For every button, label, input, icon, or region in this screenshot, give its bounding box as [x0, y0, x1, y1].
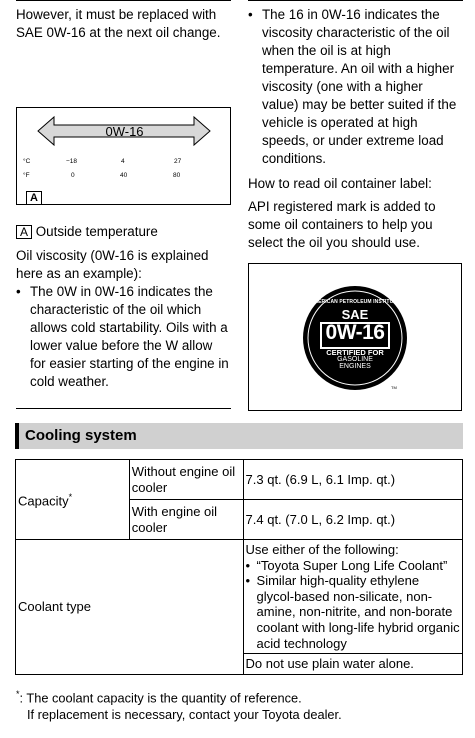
- api-text: API registered mark is added to some oil containers to help you select the oil you should use.: [248, 199, 436, 250]
- coolant-option-text: “Toyota Super Long Life Coolant”: [256, 557, 448, 573]
- label-heading: How to read oil container label:: [248, 176, 432, 191]
- section-header: [15, 423, 463, 449]
- condition-cell: Without engine oil cooler: [129, 460, 243, 500]
- condition-cell: With engine oil cooler: [129, 500, 243, 540]
- capacity-footnote-mark: *: [68, 492, 73, 503]
- api-grade-text: 0W-16: [325, 321, 385, 344]
- intro-paragraph: However, it must be replaced with SAE 0W-16 at the next oil change.: [16, 7, 221, 40]
- coolant-option: [246, 558, 460, 574]
- table-row: [16, 460, 463, 500]
- bullet-dot: •: [248, 7, 253, 22]
- bullet-dot: •: [16, 284, 21, 299]
- left-bottom-rule: [16, 408, 231, 409]
- api-logo-box: [248, 263, 462, 411]
- footnote: [16, 686, 342, 723]
- bullet-dot: •: [245, 573, 251, 589]
- api-arc-text: AMERICAN PETROLEUM INSTITUTE: [310, 299, 400, 305]
- api-cert-line2: GASOLINE: [337, 356, 373, 363]
- right-bullet-item: [248, 6, 462, 168]
- fahrenheit-tick-2: 40: [120, 172, 128, 179]
- left-bullet-item: [16, 283, 231, 391]
- footnote-mark: *: [16, 689, 20, 699]
- api-cert-line3: ENGINES: [339, 363, 371, 370]
- cooling-spec-table: [15, 459, 463, 675]
- coolant-warning-cell: Do not use plain water alone.: [243, 654, 462, 675]
- legend-marker: A: [16, 225, 32, 239]
- capacity-label-cell: [16, 460, 130, 540]
- legend-text: Outside temperature: [35, 224, 158, 239]
- coolant-options-cell: [243, 540, 462, 654]
- fahrenheit-unit: °F: [23, 172, 30, 179]
- viscosity-intro: Oil viscosity (0W-16 is explained here as an example):: [16, 248, 209, 281]
- diagram-marker-box: [26, 188, 42, 206]
- diagram-marker: A: [26, 191, 42, 205]
- capacity-value-cell: 7.4 qt. (7.0 L, 6.2 Imp. qt.): [243, 500, 462, 540]
- fahrenheit-tick-3: 80: [173, 172, 181, 179]
- left-bullet-text: The 0W in 0W-16 indicates the characteristic of the oil which allows cold startability. Oils with a lower value before the W allow for easier starting of the engine in cold weather.: [30, 284, 229, 389]
- bullet-dot: •: [245, 557, 251, 573]
- api-tm-mark: TM: [391, 385, 397, 390]
- celsius-tick-1: −18: [66, 158, 78, 165]
- celsius-tick-3: 27: [174, 158, 182, 165]
- footnote-line1: [16, 686, 342, 706]
- table-row: [16, 540, 463, 654]
- right-bullet-text: The 16 in 0W-16 indicates the viscosity characteristic of the oil when the oil is at high temperature. An oil with a higher viscosity (one with a higher value) may be better suited if the vehicle is operated at high speeds, or under extreme load conditions.: [262, 7, 457, 166]
- legend-line: [16, 223, 231, 241]
- capacity-value-cell: 7.3 qt. (6.9 L, 6.1 Imp. qt.): [243, 460, 462, 500]
- api-cert-line1: CERTIFIED FOR: [326, 348, 384, 357]
- api-sae-text: SAE: [341, 307, 369, 322]
- right-top-rule: [248, 0, 463, 1]
- coolant-option-text: Similar high-quality ethylene glycol-based non-silicate, non-amine, non-nitrite, and non-borate coolant with long-life hybrid organic acid technology: [256, 573, 460, 651]
- section-title: Cooling system: [25, 427, 137, 444]
- viscosity-diagram: [16, 107, 231, 205]
- coolant-option: [246, 573, 460, 651]
- capacity-label: Capacity: [18, 493, 69, 509]
- footnote-text1: : The coolant capacity is the quantity of reference.: [19, 690, 302, 706]
- celsius-tick-2: 4: [121, 158, 125, 165]
- coolant-intro: Use either of the following:: [245, 542, 399, 557]
- viscosity-arrow: [16, 107, 231, 205]
- coolant-label-cell: Coolant type: [16, 540, 244, 675]
- fahrenheit-tick-1: 0: [71, 172, 75, 179]
- left-top-rule: [16, 0, 231, 1]
- celsius-unit: °C: [23, 158, 31, 165]
- viscosity-band-label: 0W-16: [105, 124, 144, 139]
- footnote-line2: If replacement is necessary, contact your Toyota dealer.: [27, 707, 342, 723]
